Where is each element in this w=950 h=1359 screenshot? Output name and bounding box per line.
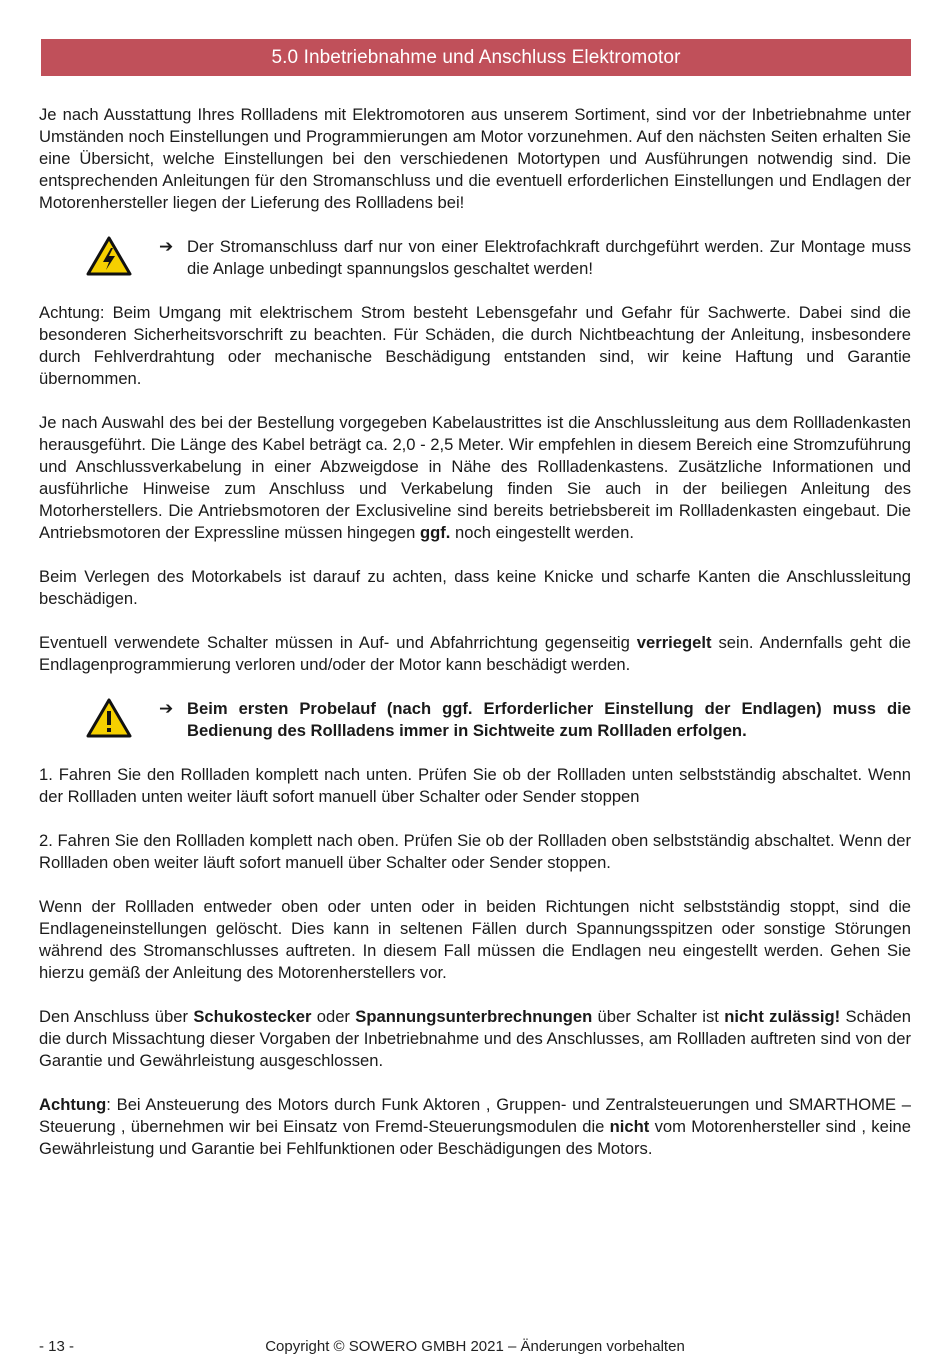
connection-text: Den Anschluss über: [39, 1007, 194, 1026]
step-2-paragraph: 2. Fahren Sie den Rollladen komplett nach oben. Prüfen Sie ob der Rollladen oben selbstständig abschaltet. Wenn der Rollladen oben weiter läuft sofort manuell über Schalter oder Sender stoppen.: [39, 831, 911, 872]
connection-bold-2: Spannungsunterbrechnungen: [355, 1007, 593, 1026]
connection-text-3: über Schalter ist: [592, 1007, 725, 1026]
smarthome-paragraph: [39, 1094, 911, 1160]
cable-text: Je nach Auswahl des bei der Bestellung vorgegeben Kabelaustrittes ist die Anschlussleitung aus dem Rollladenkasten herausgeführt. Die Länge des Kabel beträgt ca. 2,0 - 2,5 Meter. Wir empfehlen in diesem Bereich eine Stromzuführung und Anschlussverkabelung in einer Abzweigdose in Nähe des Rollladenkastens. Zusätzliche Informationen und ausführliche Hinweise zum Anschluss und Verkabelung finden Sie auch in der beiliegen Anleitung des Motorherstellers. Die Antriebsmotoren der Exclusiveline sind bereits betriebsbereit im Rollladenkasten eingebaut. Die Antriebsmotoren der Expressline müssen hingegen: [39, 413, 911, 542]
electric-hazard-icon: [86, 236, 132, 276]
connection-bold-1: Schukostecker: [193, 1007, 312, 1026]
test-run-warning-note: [39, 698, 911, 742]
section-title: 5.0 Inbetriebnahme und Anschluss Elektromotor: [271, 46, 681, 68]
step-1-paragraph: 1. Fahren Sie den Rollladen komplett nach unten. Prüfen Sie ob der Rollladen unten selbstständig abschaltet. Wenn der Rollladen unten weiter läuft sofort manuell über Schalter oder Sender stoppen: [39, 765, 911, 806]
endlage-paragraph: Wenn der Rollladen entweder oben oder unten oder in beiden Richtungen nicht selbstständig stoppt, sind die Endlageneinstellungen gelöscht. Dies kann in seltenen Fällen durch Spannungsspitzen oder sonstige Störungen während des Stromanschlusses auftreten. In diesem Fall müssen die Endlagen neu eingestellt werden. Gehen Sie hierzu gemäß der Anleitung des Motorenherstellers vor.: [39, 897, 911, 982]
switch-text-end: sein. Andernfalls geht die Endlagenprogrammierung verloren und/oder der Motor kann beschädigt werden.: [39, 633, 911, 674]
smarthome-text: : Bei Ansteuerung des Motors durch Funk Aktoren , Gruppen- und Zentralsteuerungen und SMARTHOME – Steuerung , übernehmen wir bei Einsatz von Fremd-Steuerungsmodulen die: [39, 1095, 911, 1136]
connection-text-4: Schäden die durch Missachtung dieser Vorgaben der Inbetriebnahme und des Anschlusses, am Rollladen auftreten sind von der Garantie und Gewährleistung ausgeschlossen.: [39, 1007, 912, 1070]
safety-paragraph: Achtung: Beim Umgang mit elektrischem Strom besteht Lebensgefahr und Gefahr für Sachwerte. Dabei sind die besonderen Sicherheitsvorschrift zu beachten. Für Schäden, die durch Nichtbeachtung der Anleitung, insbesondere durch Fehlverdrahtung oder mechanische Beschädigung entstanden sind, wir keine Haftung und Garantie übernommen.: [39, 303, 911, 388]
connection-text-2: oder: [311, 1007, 356, 1026]
section-header: [41, 39, 911, 76]
smarthome-bold-2: nicht: [609, 1117, 650, 1136]
switch-text-bold: verriegelt: [636, 633, 712, 652]
warning-icon: [86, 698, 132, 738]
motor-cable-paragraph: Beim Verlegen des Motorkabels ist darauf zu achten, dass keine Knicke und scharfe Kanten die Anschlussleitung beschädigen.: [39, 567, 911, 608]
cable-paragraph: [39, 412, 911, 544]
copyright-notice: Copyright © SOWERO GMBH 2021 – Änderungen vorbehalten: [265, 1338, 685, 1355]
warning-text-electric: Der Stromanschluss darf nur von einer Elektrofachkraft durchgeführt werden. Zur Montage muss die Anlage unbedingt spannungslos geschaltet werden!: [187, 237, 911, 278]
page-number: - 13 -: [39, 1338, 75, 1355]
arrow-icon: ➔: [159, 237, 174, 256]
smarthome-bold-1: Achtung: [39, 1095, 107, 1114]
connection-bold-3: nicht zulässig!: [724, 1007, 841, 1026]
document-body: [39, 104, 911, 1182]
connection-paragraph: [39, 1006, 911, 1072]
arrow-icon: ➔: [159, 699, 174, 718]
smarthome-text-end: vom Motorenhersteller sind , keine Gewährleistung und Garantie bei Fehlfunktionen oder Beschädigungen des Motors.: [39, 1117, 911, 1158]
intro-paragraph: Je nach Ausstattung Ihres Rollladens mit Elektromotoren aus unserem Sortiment, sind vor der Inbetriebnahme unter Umständen noch Einstellungen und Programmierungen am Motor vorzunehmen. Auf den nächsten Seiten erhalten Sie eine Übersicht, welche Einstellungen bei den verschiedenen Motortypen und Ausführungen notwendig sind. Die entsprechenden Anleitungen für den Stromanschluss und die eventuell erforderlichen Einstellungen und Endlagen der Motorenhersteller liegen der Lieferung des Rollladens bei!: [39, 105, 911, 212]
switch-paragraph: [39, 632, 911, 676]
switch-text: Eventuell verwendete Schalter müssen in Auf- und Abfahrrichtung gegenseitig: [39, 633, 637, 652]
electric-warning-note: [39, 236, 911, 280]
cable-text-end: noch eingestellt werden.: [450, 523, 634, 542]
cable-text-bold: ggf.: [419, 523, 451, 542]
warning-text-test-run: Beim ersten Probelauf (nach ggf. Erforderlicher Einstellung der Endlagen) muss die Bedienung des Rollladens immer in Sichtweite zum Rollladen erfolgen.: [187, 699, 911, 740]
